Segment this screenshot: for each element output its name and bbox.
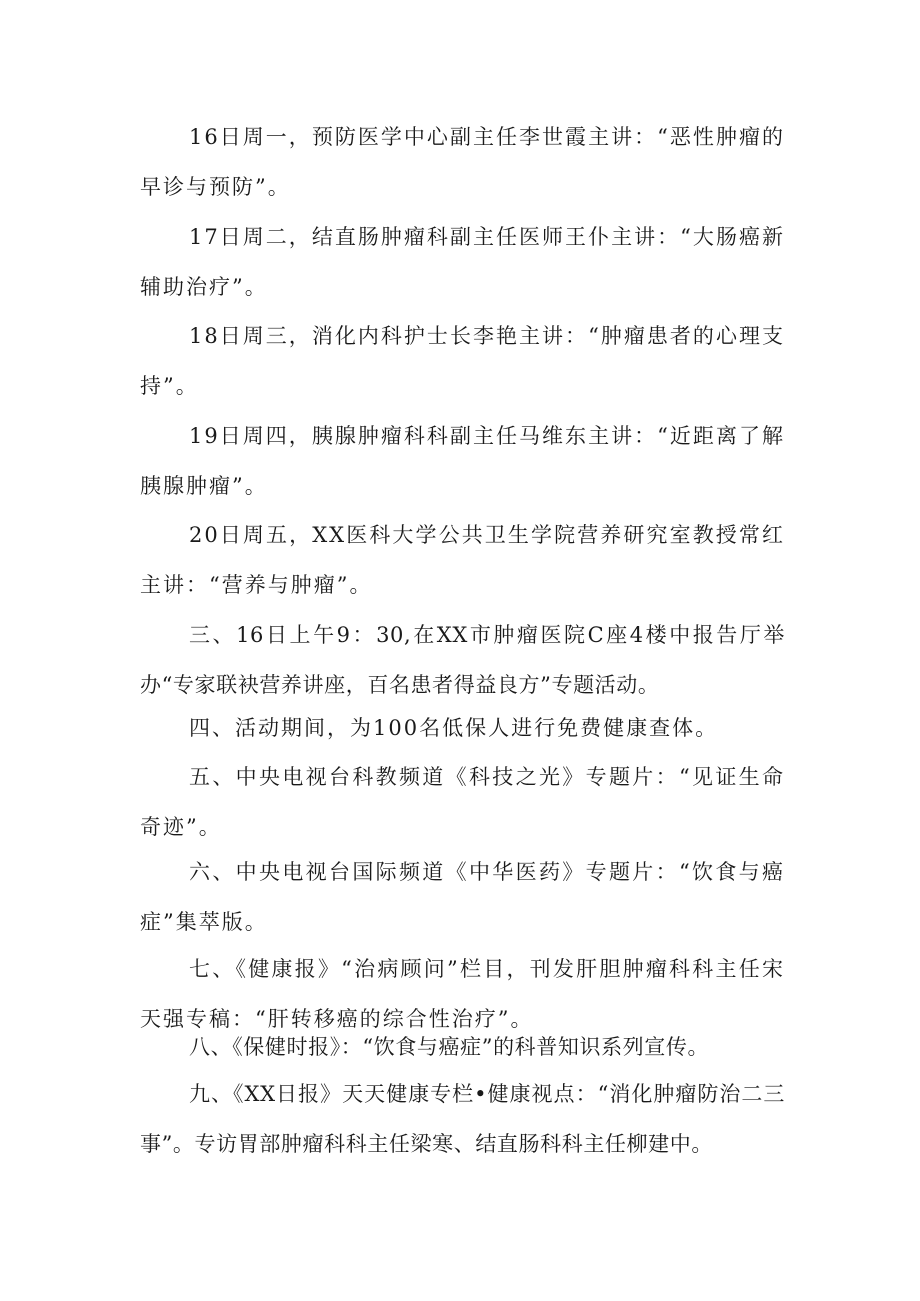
paragraph-lecture-day20: 20日周五，XX医科大学公共卫生学院营养研究室教授常红主讲：“营养与肿瘤”。 xyxy=(140,523,785,597)
paragraph-item-four: 四、活动期间，为100名低保人进行免费健康查体。 xyxy=(189,716,719,740)
paragraph-lecture-day19: 19日周四，胰腺肿瘤科科副主任马维东主讲：“近距离了解胰腺肿瘤”。 xyxy=(140,424,785,498)
paragraph-item-five: 五、中央电视台科教频道《科技之光》专题片：“见证生命奇迹”。 xyxy=(140,765,785,839)
paragraph-item-nine: 九、《XX日报》天天健康专栏•健康视点：“消化肿瘤防治二三事”。专访胃部肿瘤科科主任梁寒、结直肠科科主任柳建中。 xyxy=(140,1082,785,1156)
paragraph-item-six: 六、中央电视台国际频道《中华医药》专题片：“饮食与癌症”集萃版。 xyxy=(140,860,785,934)
paragraph-lecture-day18: 18日周三，消化内科护士长李艳主讲：“肿瘤患者的心理支持”。 xyxy=(140,324,785,398)
paragraph-item-eight: 八、《保健时报》：“饮食与癌症”的科普知识系列宣传。 xyxy=(189,1035,710,1059)
paragraph-item-three: 三、16日上午9：30,在XX市肿瘤医院C座4楼中报告厅举办“专家联袂营养讲座，百名患者得益良方”专题活动。 xyxy=(140,623,785,697)
paragraph-lecture-day17: 17日周二，结直肠肿瘤科副主任医师王仆主讲：“大肠癌新辅助治疗”。 xyxy=(140,225,785,299)
paragraph-item-seven: 七、《健康报》“治病顾问”栏目，刊发肝胆肿瘤科科主任宋天强专稿：“肝转移癌的综合性治疗”。 xyxy=(140,957,785,1031)
paragraph-lecture-day16: 16日周一，预防医学中心副主任李世霞主讲：“恶性肿瘤的早诊与预防”。 xyxy=(140,125,785,199)
